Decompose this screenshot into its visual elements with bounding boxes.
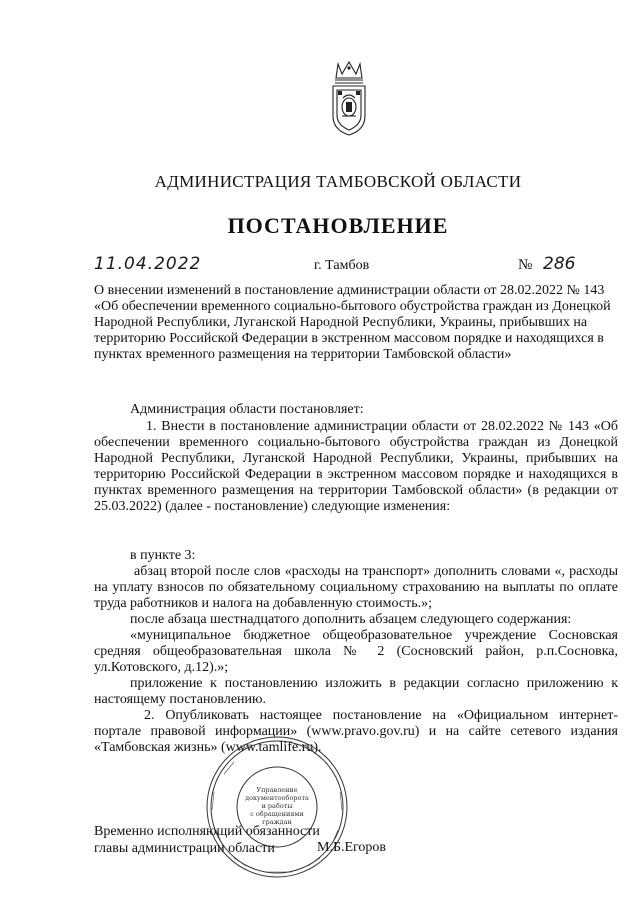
- svg-text:Управление: Управление: [256, 786, 298, 794]
- signatory-title-line-1: Временно исполняющий обязанности: [94, 824, 320, 839]
- document-number: 286: [543, 254, 576, 274]
- organization-title: АДМИНИСТРАЦИЯ ТАМБОВСКОЙ ОБЛАСТИ: [154, 172, 522, 191]
- paragraph-two-amendment: абзац второй после слов «расходы на транспорт» дополнить словами «, расходы на уплату взносов по обязательному социальному страхованию на выплаты по оплате труда работников и налога на добавленную стоимость.»;: [94, 564, 618, 612]
- svg-text:с обращениями: с обращениями: [250, 810, 304, 818]
- official-seal-stamp: [204, 734, 350, 880]
- signatory-name: М.Б.Егоров: [317, 840, 387, 855]
- svg-text:и работы: и работы: [261, 802, 293, 810]
- clause-2-paragraph: 2. Опубликовать настоящее постановление на «Официальном интернет-портале правовой информации» (www.pravo.gov.ru) и на сайте сетевого издания «Тамбовская жизнь» (www.tamlife.ru).: [94, 708, 618, 756]
- document-subject: О внесении изменений в постановление администрации области от 28.02.2022 № 143 «Об обеспечении временного социально-бытового обустройства граждан из Донецкой Народной Республики, Луганской Народной Республики, Украины, прибывших на территорию Российской Федерации в экстренном массовом порядке и находящихся в пунктах временного размещения на территории Тамбовской области»: [94, 283, 611, 363]
- svg-text:граждан: граждан: [262, 818, 292, 826]
- signatory-title-line-2: главы администрации области: [94, 840, 275, 856]
- item-3-paragraph: в пункте 3:: [130, 548, 196, 563]
- document-date: 11.04.2022: [94, 254, 202, 274]
- preamble-paragraph: Администрация области постановляет:: [130, 402, 364, 417]
- signatory-title: [94, 824, 320, 857]
- number-label: №: [518, 257, 533, 273]
- clause-1-paragraph: 1. Внести в постановление администрации области от 28.02.2022 № 143 «Об обеспечении временного социально-бытового обустройства граждан из Донецкой Народной Республики, Луганской Народной Республики, Украины, прибывших на территорию Российской Федерации в экстренном массовом порядке и находящихся в пунктах временного размещения на территории Тамбовской области» (в редакции от 25.03.2022) (далее - постановление) следующие изменения:: [94, 419, 618, 515]
- document-type-heading: ПОСТАНОВЛЕНИЕ: [227, 213, 449, 238]
- document-city: г. Тамбов: [314, 258, 370, 273]
- quoted-school-entry: «муниципальное бюджетное общеобразовательное учреждение Сосновская средняя общеобразовательная школа № 2 (Сосновский район, р.п.Сосновка, ул.Котовского, д.12).»;: [94, 628, 618, 676]
- appendix-paragraph: приложение к постановлению изложить в редакции согласно приложению к настоящему постановлению.: [94, 676, 618, 708]
- svg-text:документооборота: документооборота: [245, 794, 309, 802]
- after-paragraph-16-amendment: после абзаца шестнадцатого дополнить абзацем следующего содержания:: [130, 612, 572, 627]
- coat-of-arms-emblem: [324, 58, 374, 138]
